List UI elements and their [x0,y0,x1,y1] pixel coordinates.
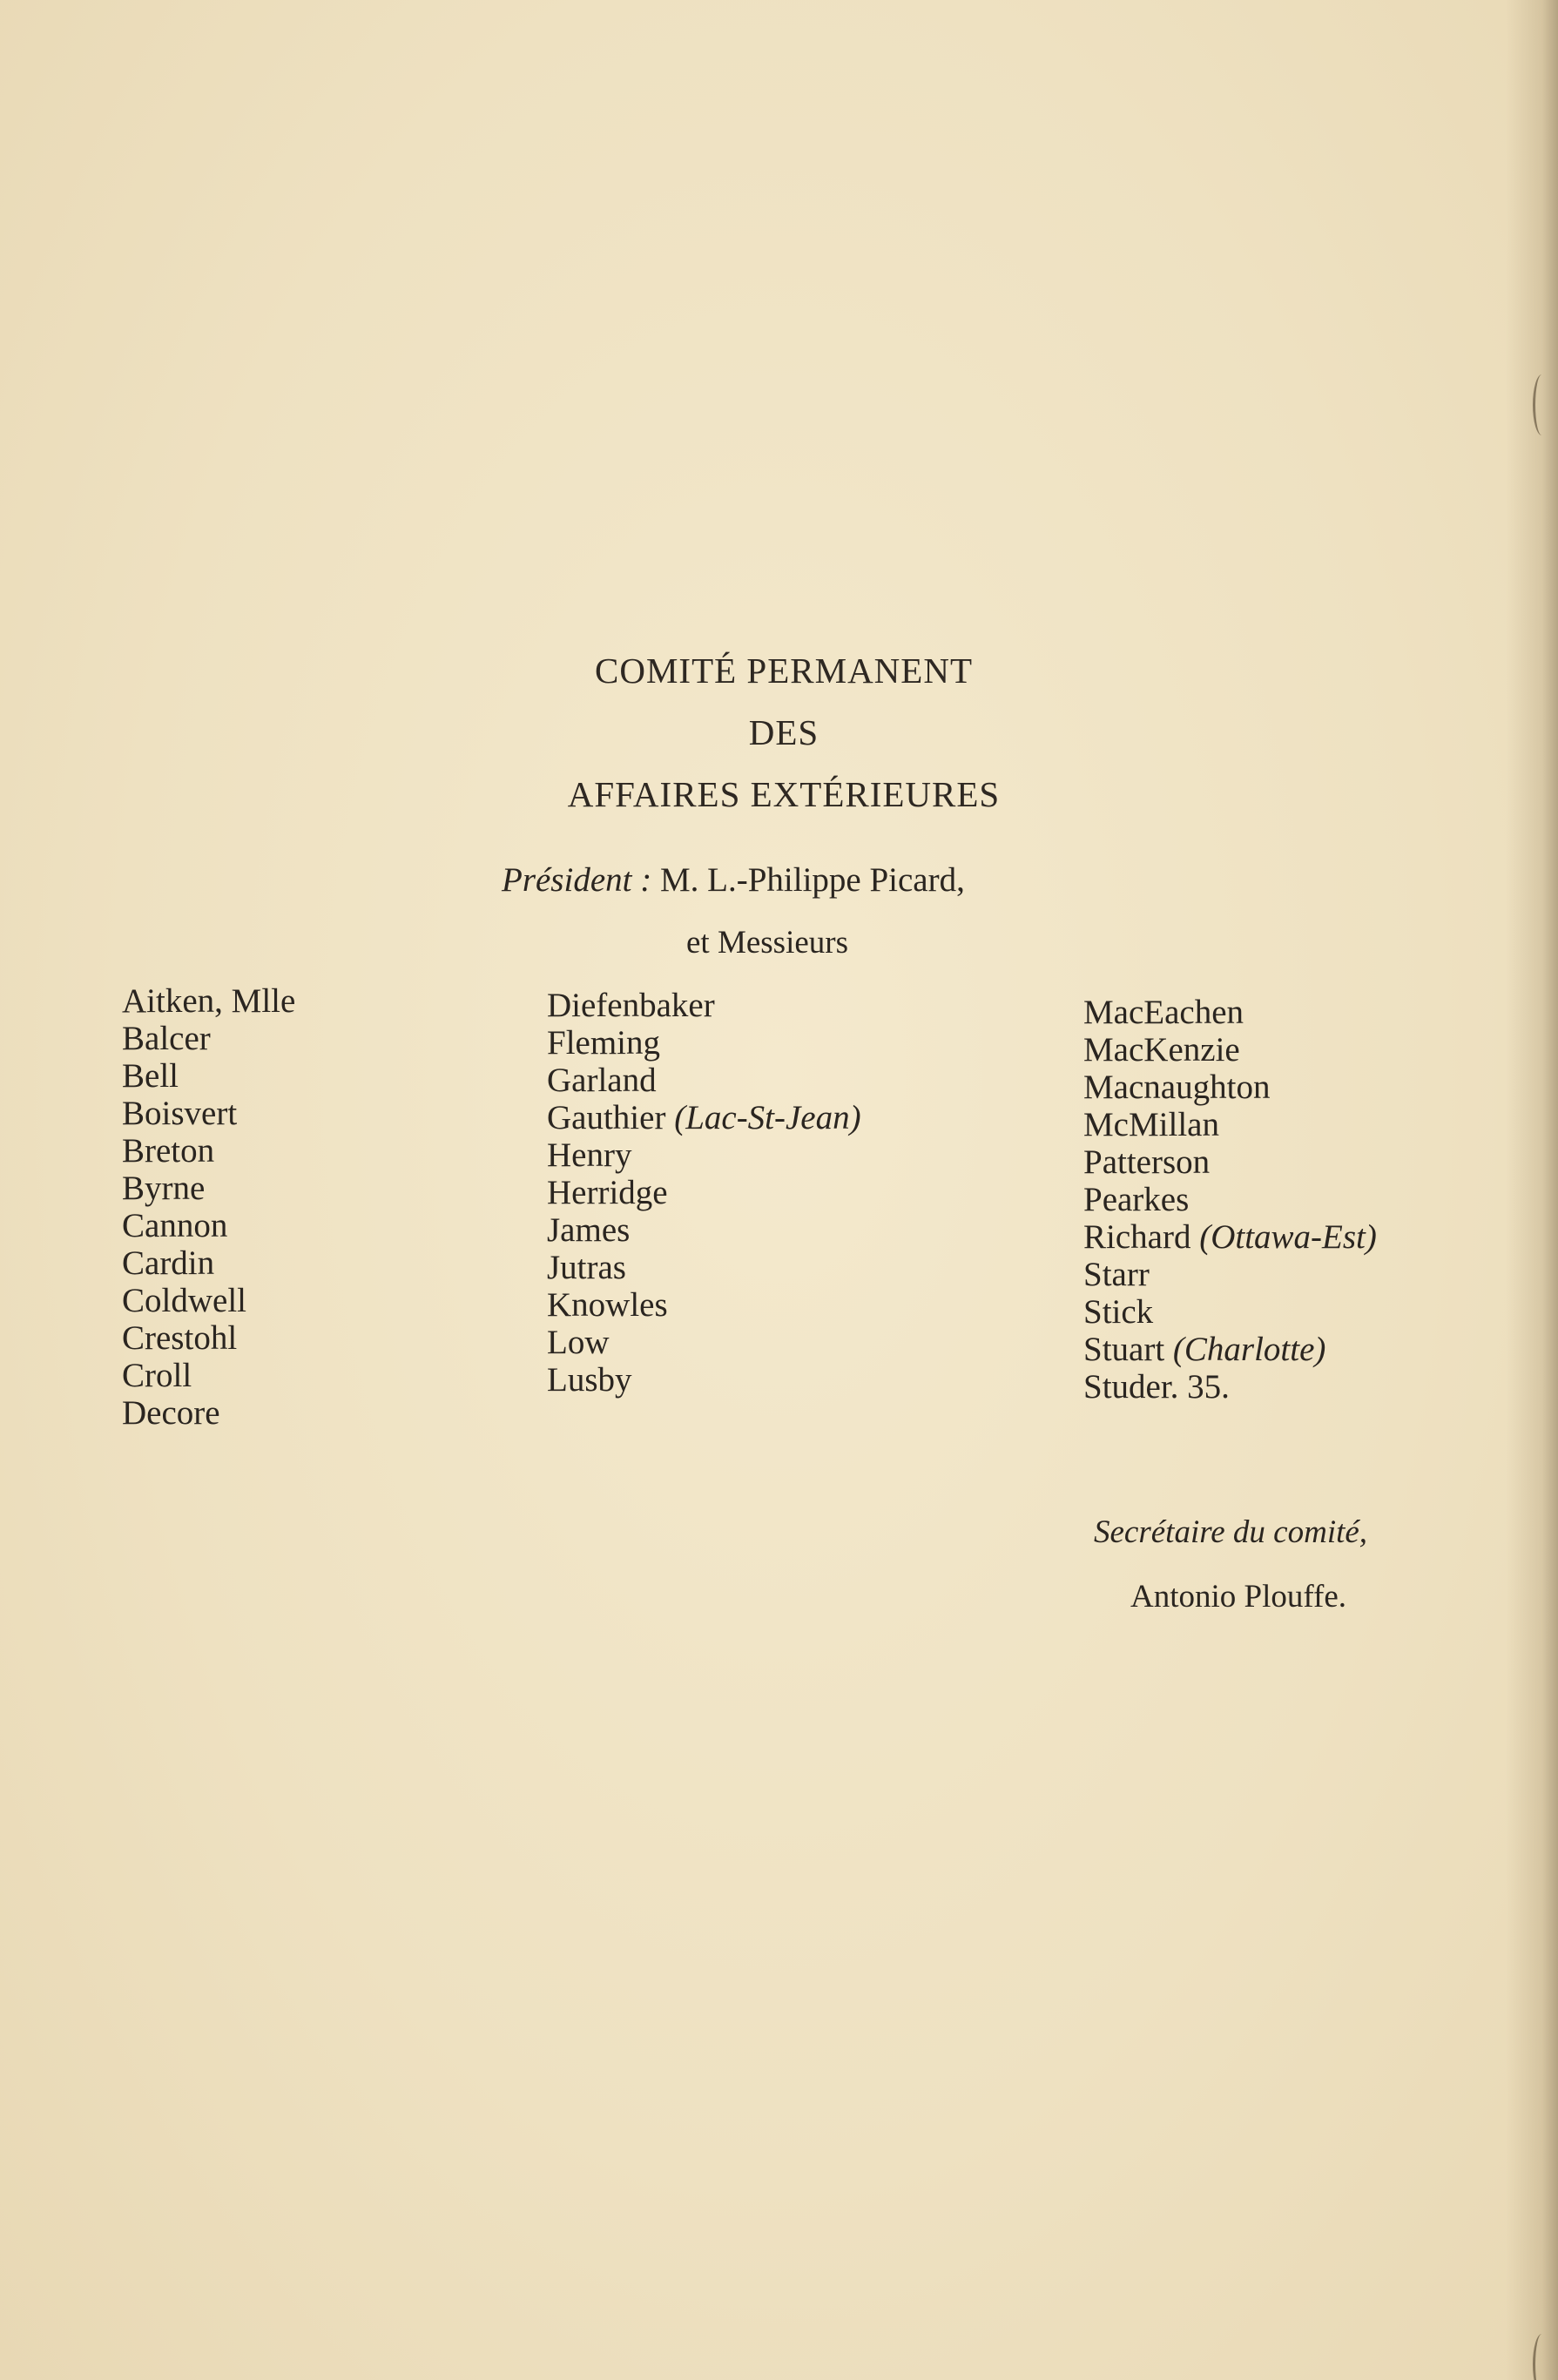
committee-title-line3: AFFAIRES EXTÉRIEURES [567,774,1001,814]
member-name: Gauthier [547,1099,666,1136]
member-item [1083,1256,1377,1293]
page-edge-shadow [1506,0,1558,2380]
member-item [122,1095,295,1132]
member-item [1083,1031,1377,1069]
member-name: Aitken, Mlle [122,982,296,1020]
member-item [122,1132,295,1170]
member-item [122,1020,295,1057]
binding-mark [1533,374,1551,435]
member-name: Boisvert [122,1095,238,1132]
member-item [547,1286,861,1324]
member-item [1083,1143,1377,1181]
member-item [122,1170,295,1207]
member-name: Fleming [547,1024,661,1062]
member-name: Studer. 35. [1083,1368,1230,1406]
member-riding-note: (Charlotte) [1172,1331,1326,1368]
member-riding-note: (Lac-St-Jean) [674,1099,861,1136]
member-name: McMillan [1083,1106,1219,1143]
member-item [547,1324,861,1361]
member-name: Herridge [547,1174,668,1211]
member-item [547,1062,861,1099]
committee-title-line2: DES [748,712,819,752]
member-item [1083,1069,1377,1106]
member-name: Knowles [547,1286,668,1324]
member-name: Cardin [122,1244,215,1282]
member-name: Lusby [547,1361,632,1399]
member-riding-note: (Ottawa-Est) [1199,1218,1377,1256]
member-item [547,987,861,1024]
member-name: Garland [547,1062,657,1099]
member-name: MacKenzie [1083,1031,1240,1069]
member-item [1083,994,1377,1031]
member-name: Diefenbaker [547,987,715,1024]
member-item [122,1319,295,1357]
member-item [547,1174,861,1211]
member-item [547,1099,861,1136]
member-item [122,1244,295,1282]
member-name: Stuart [1083,1331,1165,1368]
member-item [547,1361,861,1399]
member-item [122,1057,295,1095]
member-column-2 [547,987,861,1399]
member-column-1 [122,982,295,1432]
member-name: Breton [122,1132,215,1170]
secretary-title: Secrétaire du comité, [1094,1514,1368,1550]
member-name: Low [547,1324,610,1361]
member-item [547,1249,861,1286]
member-item [1083,1331,1377,1368]
president-line [502,860,965,900]
member-name: Henry [547,1136,632,1174]
member-name: Macnaughton [1083,1069,1271,1106]
member-item [122,982,295,1020]
member-name: Crestohl [122,1319,238,1357]
members-intro: et Messieurs [686,925,848,961]
member-name: Coldwell [122,1282,246,1319]
member-name: Pearkes [1083,1181,1190,1218]
member-item [547,1136,861,1174]
member-name: Croll [122,1357,192,1394]
member-name: Stick [1083,1293,1154,1331]
member-item [1083,1368,1377,1406]
member-name: James [547,1211,631,1249]
member-name: Balcer [122,1020,211,1057]
president-name: M. L.-Philippe Picard, [659,861,965,899]
member-column-3 [1083,994,1377,1406]
member-name: Bell [122,1057,179,1095]
member-name: MacEachen [1083,994,1244,1031]
member-item [122,1357,295,1394]
member-item [547,1024,861,1062]
member-name: Cannon [122,1207,228,1244]
member-name: Decore [122,1394,220,1432]
member-item [1083,1218,1377,1256]
binding-mark [1533,2334,1551,2380]
member-item [122,1394,295,1432]
member-name: Patterson [1083,1143,1211,1181]
member-item [1083,1181,1377,1218]
committee-title-line1: COMITÉ PERMANENT [595,651,973,691]
member-name: Byrne [122,1170,206,1207]
member-name: Jutras [547,1249,626,1286]
member-name: Starr [1083,1256,1150,1293]
member-item [547,1211,861,1249]
member-name: Richard [1083,1218,1191,1256]
president-role: Président : [502,861,652,899]
member-item [1083,1293,1377,1331]
member-item [122,1207,295,1244]
secretary-name: Antonio Plouffe. [1130,1579,1347,1615]
member-item [122,1282,295,1319]
member-item [1083,1106,1377,1143]
